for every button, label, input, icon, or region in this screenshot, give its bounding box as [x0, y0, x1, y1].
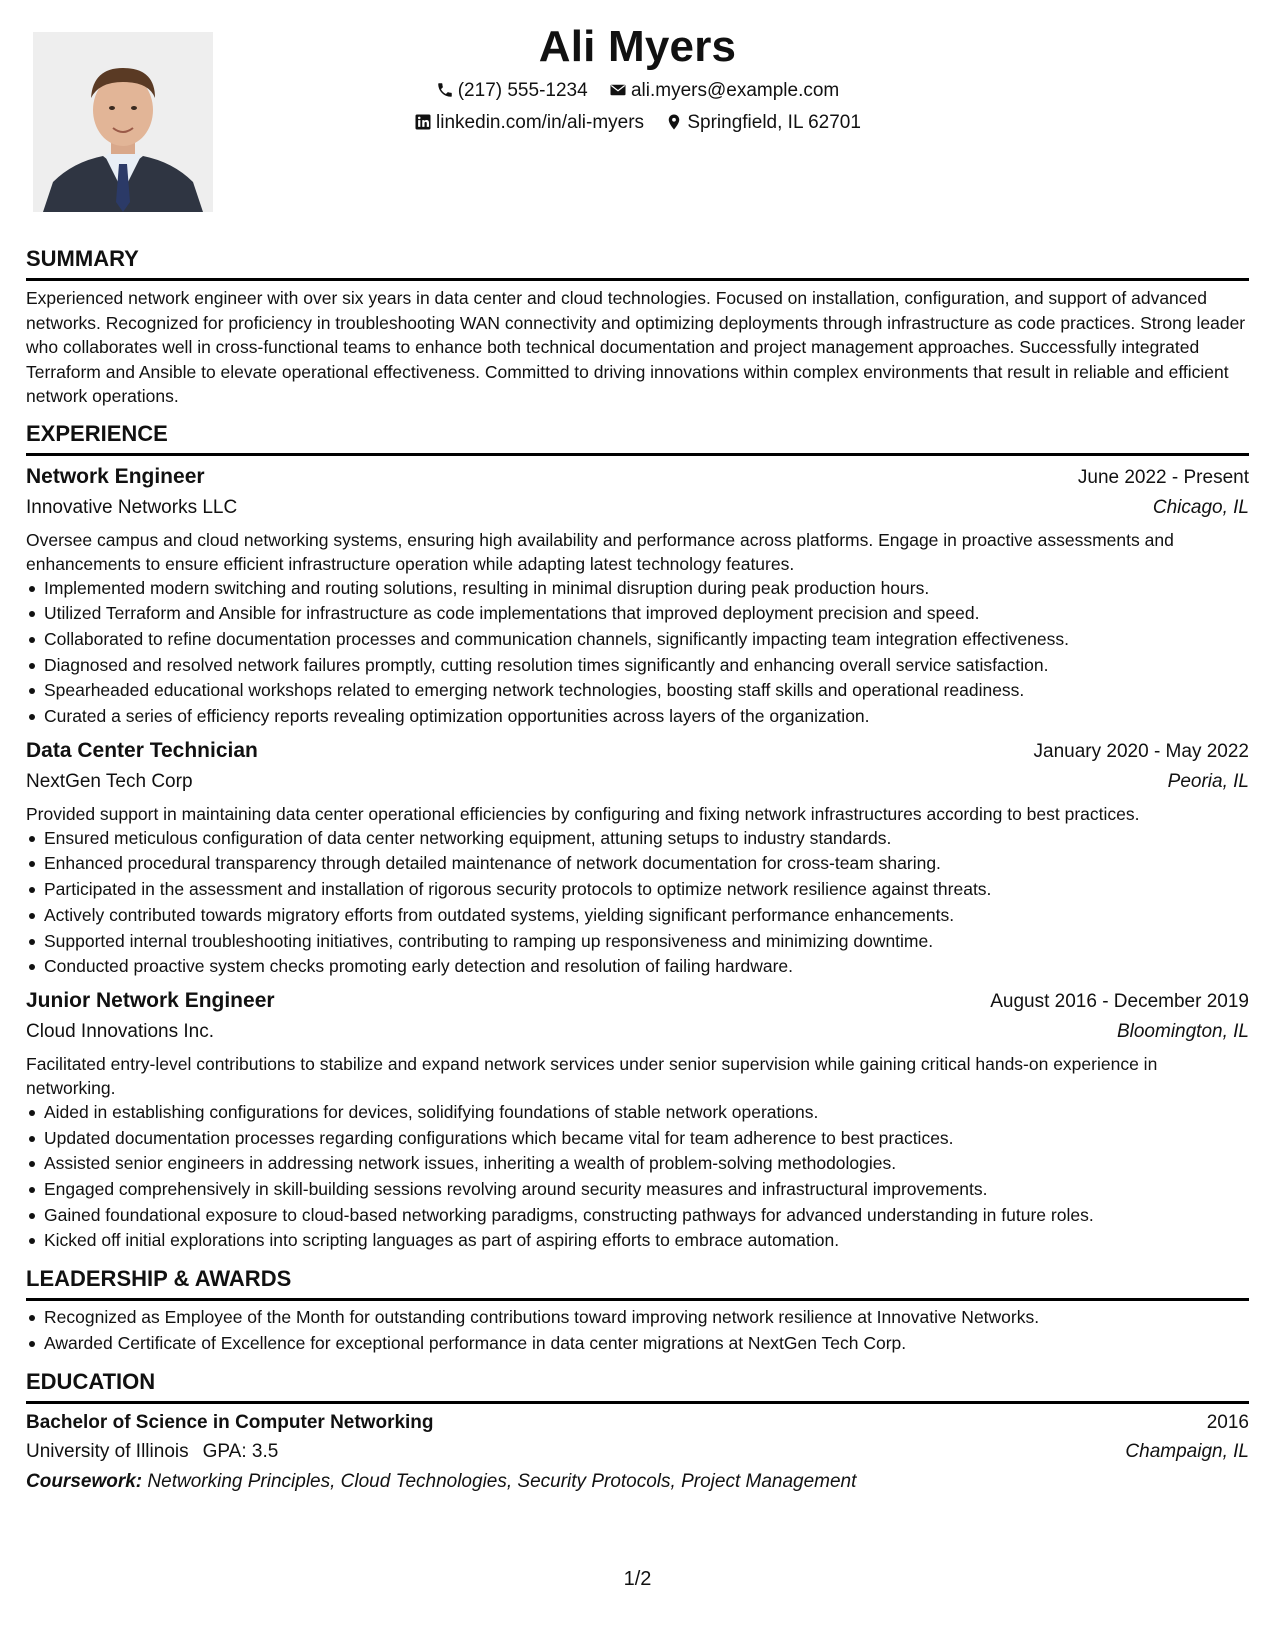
page-number: 1/2	[623, 1568, 652, 1590]
job-entry	[26, 736, 1249, 980]
award-bullets	[26, 1305, 1249, 1356]
job-dates: January 2020 - May 2022	[1033, 740, 1249, 762]
bullet-item: Spearheaded educational workshops related to emerging network technologies, boosting staff skills and operational readiness.	[44, 678, 1249, 704]
bullet-item: Diagnosed and resolved network failures promptly, cutting resolution times significantly and enhancing overall service satisfaction.	[44, 653, 1249, 679]
bullet-item: Supported internal troubleshooting initiatives, contributing to ramping up responsiveness and minimizing downtime.	[44, 929, 1249, 955]
award-item: Recognized as Employee of the Month for outstanding contributions toward improving network resilience at Innovative Networks.	[44, 1305, 1249, 1331]
education-heading: EDUCATION	[26, 1367, 1249, 1404]
job-title: Junior Network Engineer	[26, 988, 275, 1012]
summary-section	[26, 244, 1249, 409]
linkedin-text: linkedin.com/in/ali-myers	[436, 112, 645, 133]
award-item: Awarded Certificate of Excellence for exceptional performance in data center migrations at NextGen Tech Corp.	[44, 1331, 1249, 1357]
envelope-icon	[609, 81, 627, 99]
contact-email[interactable]	[609, 80, 839, 102]
job-bullets	[26, 1100, 1249, 1254]
bullet-item: Assisted senior engineers in addressing network issues, inheriting a wealth of problem-solving methodologies.	[44, 1151, 1249, 1177]
bullet-item: Actively contributed towards migratory efforts from outdated systems, yielding significant performance enhancements.	[44, 903, 1249, 929]
leadership-heading: LEADERSHIP & AWARDS	[26, 1264, 1249, 1301]
map-pin-icon	[665, 113, 683, 131]
job-bullets	[26, 576, 1249, 730]
coursework-label: Coursework:	[26, 1470, 143, 1492]
job-bullets	[26, 826, 1249, 980]
bullet-item: Curated a series of efficiency reports revealing optimization opportunities across layers of the organization.	[44, 704, 1249, 730]
phone-icon	[436, 81, 454, 99]
contact-phone[interactable]	[436, 80, 588, 102]
resume-content	[26, 244, 1249, 1506]
bullet-item: Enhanced procedural transparency through detailed maintenance of network documentation for cross-team sharing.	[44, 851, 1249, 877]
job-entry	[26, 462, 1249, 730]
summary-text: Experienced network engineer with over six years in data center and cloud technologies. Focused on installation, configuration, and support of advanced networks. Recognized for proficiency in troubleshooting WAN connectivity and optimizing deployments through infrastructure as code practices. Strong leader who collaborates well in cross-functional teams to enhance both technical documentation and project management approaches. Successfully integrated Terraform and Ansible to elevate operational effectiveness. Committed to driving innovations within complex environments that result in reliable and efficient network operations.	[26, 288, 1246, 406]
bullet-item: Engaged comprehensively in skill-building sessions revolving around security measures and infrastructural improvements.	[44, 1177, 1249, 1203]
gpa: GPA: 3.5	[202, 1440, 279, 1462]
job-location: Chicago, IL	[1152, 496, 1249, 518]
job-location: Bloomington, IL	[1116, 1020, 1249, 1042]
job-dates: August 2016 - December 2019	[990, 990, 1249, 1012]
degree-name: Bachelor of Science in Computer Networking	[26, 1411, 434, 1433]
location-text: Springfield, IL 62701	[687, 112, 861, 133]
coursework	[26, 1467, 1249, 1496]
job-dates: June 2022 - Present	[1077, 466, 1249, 488]
experience-section	[26, 419, 1249, 1255]
candidate-name: Ali Myers	[538, 22, 737, 71]
job-company: NextGen Tech Corp	[26, 770, 193, 792]
coursework-list: Networking Principles, Cloud Technologies, Security Protocols, Project Management	[147, 1470, 857, 1492]
experience-heading: EXPERIENCE	[26, 419, 1249, 456]
bullet-item: Gained foundational exposure to cloud-based networking paradigms, constructing pathways for advanced understanding in future roles.	[44, 1203, 1249, 1229]
bullet-item: Aided in establishing configurations for devices, solidifying foundations of stable network operations.	[44, 1100, 1249, 1126]
leadership-section	[26, 1264, 1249, 1356]
job-company: Cloud Innovations Inc.	[26, 1020, 215, 1042]
contact-row-1	[0, 80, 1275, 102]
summary-heading: SUMMARY	[26, 244, 1249, 281]
job-description: Oversee campus and cloud networking systems, ensuring high availability and performance across platforms. Engage in proactive assessments and enhancements to ensure efficient infrastructure operation while adapting latest technology features.	[26, 529, 1174, 574]
job-description: Facilitated entry-level contributions to stabilize and expand network services under senior supervision while gaining critical hands-on experience in networking.	[26, 1053, 1158, 1098]
bullet-item: Utilized Terraform and Ansible for infrastructure as code implementations that improved deployment precision and speed.	[44, 601, 1249, 627]
school-location: Champaign, IL	[1125, 1440, 1249, 1462]
bullet-item: Participated in the assessment and installation of rigorous security protocols to optimize network resilience against threats.	[44, 877, 1249, 903]
bullet-item: Collaborated to refine documentation processes and communication channels, significantly impacting team integration effectiveness.	[44, 627, 1249, 653]
job-title: Network Engineer	[26, 464, 205, 488]
job-location: Peoria, IL	[1167, 770, 1249, 792]
bullet-item: Updated documentation processes regarding configurations which became vital for team adherence to best practices.	[44, 1126, 1249, 1152]
contact-location	[665, 112, 861, 134]
contact-linkedin[interactable]	[414, 112, 644, 134]
phone-text: (217) 555-1234	[457, 80, 588, 101]
bullet-item: Implemented modern switching and routing solutions, resulting in minimal disruption during peak production hours.	[44, 576, 1249, 602]
graduation-year: 2016	[1206, 1411, 1249, 1433]
job-entry	[26, 986, 1249, 1254]
bullet-item: Conducted proactive system checks promoting early detection and resolution of failing hardware.	[44, 954, 1249, 980]
email-text: ali.myers@example.com	[630, 80, 840, 101]
school-name: University of Illinois	[26, 1440, 189, 1462]
job-company: Innovative Networks LLC	[26, 496, 238, 518]
job-title: Data Center Technician	[26, 738, 258, 762]
contact-row-2	[0, 112, 1275, 134]
linkedin-icon	[414, 113, 432, 131]
job-description: Provided support in maintaining data center operational efficiencies by configuring and fixing network infrastructures according to best practices.	[26, 803, 1140, 824]
bullet-item: Ensured meticulous configuration of data center networking equipment, attuning setups to industry standards.	[44, 826, 1249, 852]
bullet-item: Kicked off initial explorations into scripting languages as part of aspiring efforts to embrace automation.	[44, 1228, 1249, 1254]
education-section	[26, 1367, 1249, 1496]
